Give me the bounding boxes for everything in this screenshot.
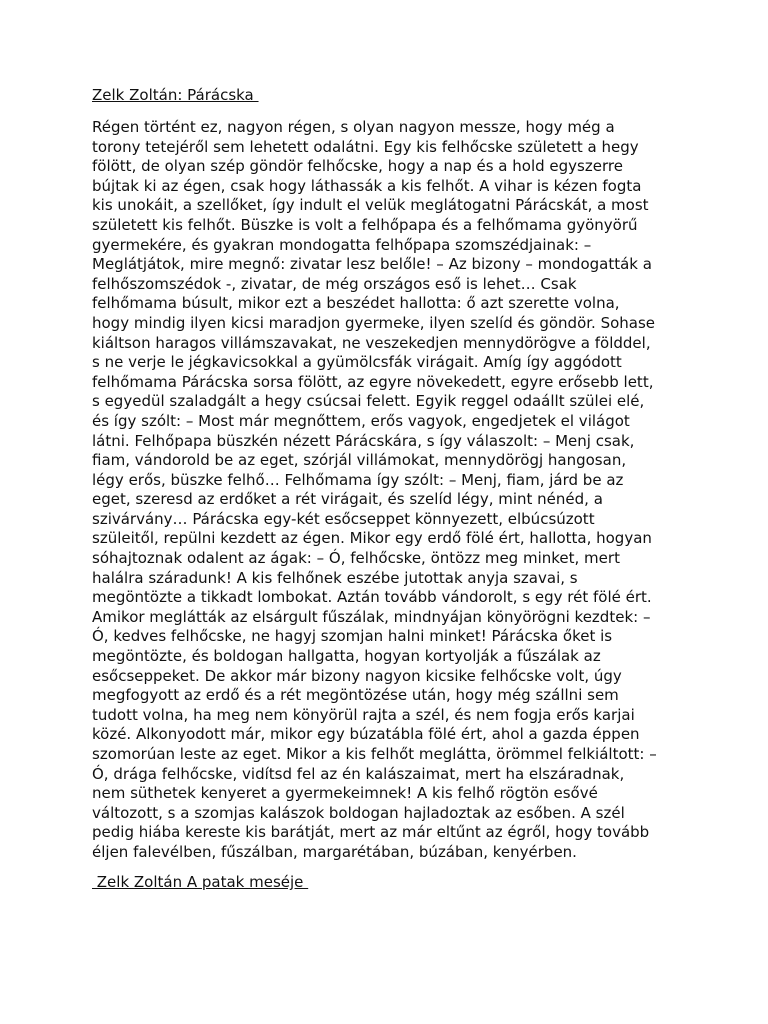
body-line: közé. Alkonyodott már, mikor egy búzatábla fölé ért, ahol a gazda éppen xyxy=(92,725,640,744)
body-line: tudott volna, ha meg nem könyörül rajta a szél, és nem fogja erős karjai xyxy=(92,705,635,724)
document-title: Zelk Zoltán: Párácska xyxy=(92,86,259,104)
body-line: nem süthetek kenyeret a gyermekeimnek! A kis felhő rögtön esővé xyxy=(92,784,598,803)
body-line: kis unokáit, a szellőket, így indult el velük meglátogatni Párácskát, a most xyxy=(92,196,649,215)
body-line: látni. Felhőpapa büszkén nézett Párácskára, s így válaszolt: – Menj csak, xyxy=(92,431,635,450)
body-line: sóhajtoznak odalent az ágak: – Ó, felhőcske, öntözz meg minket, mert xyxy=(92,549,620,568)
body-line: felhőmama Párácska sorsa fölött, az egyre növekedett, egyre erősebb lett, xyxy=(92,372,654,391)
body-line: született kis felhőt. Büszke is volt a felhőpapa és a felhőmama gyönyörű xyxy=(92,215,638,234)
body-line: hogy mindig ilyen kicsi maradjon gyermeke, ilyen szelíd és göndör. Sohase xyxy=(92,313,656,332)
body-line: Régen történt ez, nagyon régen, s olyan nagyon messze, hogy még a xyxy=(92,118,615,136)
body-line: torony tetejéről sem lehetett odalátni. Egy kis felhőcske született a hegy xyxy=(92,137,639,156)
body-line: pedig hiába kereste kis barátját, mert az már eltűnt az égről, hogy tovább xyxy=(92,823,650,842)
body-line: Meglátjátok, mire megnő: zivatar lesz belőle! – Az bizony – mondogatták a xyxy=(92,255,652,274)
body-line: megöntözte, és boldogan hallgatta, hogyan kortyolják a fűszálak az xyxy=(92,647,601,666)
body-line: Ó, drága felhőcske, vidítsd fel az én kalászaimat, mert ha elszáradnak, xyxy=(92,764,625,783)
body-line: szomorúan leste az eget. Mikor a kis felhőt meglátta, örömmel felkiáltott: – xyxy=(92,745,657,763)
body-line: megfogyott az erdő és a rét megöntözése után, hogy még szállni sem xyxy=(92,686,619,705)
body-line: s ne verje le jégkavicsokkal a gyümölcsfák virágait. Amíg így aggódott xyxy=(92,353,622,372)
body-line: bújtak ki az égen, csak hogy láthassák a kis felhőt. A vihar is kézen fogta xyxy=(92,176,642,195)
body-line: gyermekére, és gyakran mondogatta felhőpapa szomszédjainak: – xyxy=(92,235,592,254)
body-line: felhőszomszédok -, zivatar, de még országos eső is lehet… Csak xyxy=(92,274,577,293)
body-line: szüleitől, repülni kezdett az égen. Mikor egy erdő fölé ért, hallotta, hogyan xyxy=(92,529,652,548)
body-line: s egyedül szaladgált a hegy csúcsai felett. Egyik reggel odaállt szülei elé, xyxy=(92,392,645,411)
body-line: szivárvány… Párácska egy-két esőcseppet könnyezett, elbúcsúzott xyxy=(92,509,595,528)
body-line: fiam, vándorold be az eget, szórjál villámokat, mennydörögj hangosan, xyxy=(92,451,627,470)
body-line: és így szólt: – Most már megnőttem, erős vagyok, engedjetek el világot xyxy=(92,411,630,430)
body-line: légy erős, büszke felhő… Felhőmama így szólt: – Menj, fiam, járd be az xyxy=(92,470,624,489)
document-body xyxy=(92,118,692,863)
body-line: változott, s a szomjas kalászok boldogan hajladoztak az esőben. A szél xyxy=(92,803,625,822)
body-line: Amikor meglátták az elsárgult fűszálak, mindnyájan könyörögni kezdtek: – xyxy=(92,607,651,626)
next-story-title: Zelk Zoltán A patak meséje xyxy=(92,873,309,891)
body-line: kiáltson haragos villámszavakat, ne veszekedjen mennydörögve a földdel, xyxy=(92,333,651,352)
body-line: megöntözte a tikkadt lombokat. Aztán tovább vándorolt, s egy rét fölé ért. xyxy=(92,588,652,607)
body-line: éljen falevélben, fűszálban, margarétában, búzában, kenyérben. xyxy=(92,842,577,861)
body-line: halálra száradunk! A kis felhőnek eszébe jutottak anyja szavai, s xyxy=(92,568,578,587)
body-line: eget, szeresd az erdőket a rét virágait, és szelíd légy, mint nénéd, a xyxy=(92,490,603,509)
body-line: fölött, de olyan szép göndör felhőcske, hogy a nap és a hold egyszerre xyxy=(92,157,623,176)
body-line: esőcseppeket. De akkor már bizony nagyon kicsike felhőcske volt, úgy xyxy=(92,666,622,685)
body-line: Ó, kedves felhőcske, ne hagyj szomjan halni minket! Párácska őket is xyxy=(92,627,613,646)
body-line: felhőmama búsult, mikor ezt a beszédet hallotta: ő azt szerette volna, xyxy=(92,294,620,313)
